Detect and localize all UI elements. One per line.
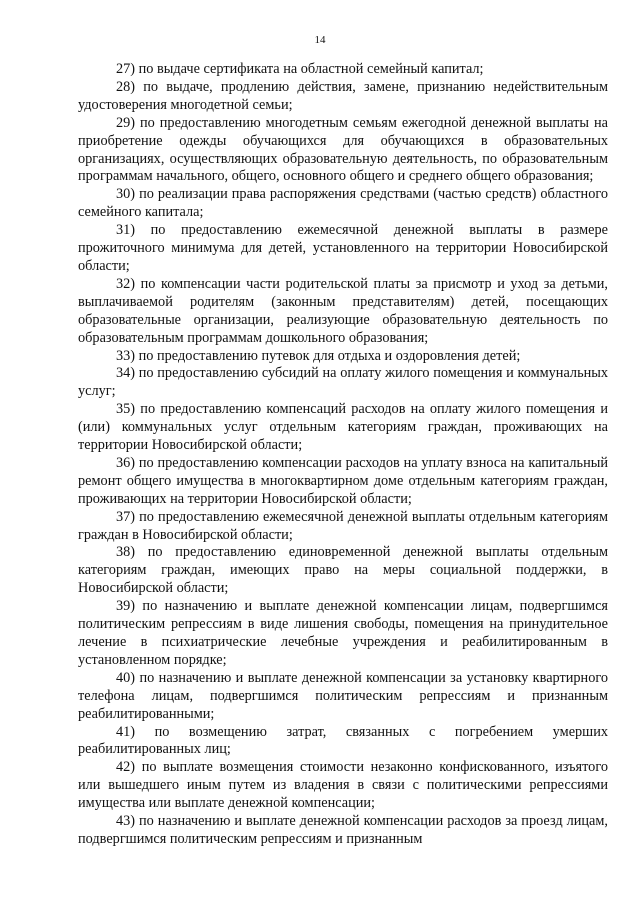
list-item-35: 35) по предоставлению компенсаций расходов на оплату жилого помещения и (или) коммунальных услуг отдельным категориям граждан, проживающих на территории Новосибирской области;: [78, 401, 608, 454]
list-item-42: 42) по выплате возмещения стоимости незаконно конфискованного, изъятого или вышедшего иным путем из владения в связи с политическими репрессиями имущества или выплате денежной компенсации;: [78, 759, 608, 812]
list-item-27: 27) по выдаче сертификата на областной семейный капитал;: [116, 61, 484, 77]
list-item-33: 33) по предоставлению путевок для отдыха и оздоровления детей;: [116, 347, 521, 364]
list-item-29: 29) по предоставлению многодетным семьям ежегодной денежной выплаты на приобретение одежды обучающихся для обучающихся в образовательных организациях, осуществляющих образовательную деятельность, по образовательным программам начального, общего, основного общего и среднего общего образования;: [78, 114, 608, 185]
list-item-30: 30) по реализации права распоряжения средствами (частью средств) областного семейного капитала;: [78, 186, 608, 221]
list-item-38: 38) по предоставлению единовременной денежной выплаты отдельным категориям граждан, имеющих право на меры социальной поддержки, в Новосибирской области;: [78, 544, 608, 597]
body-text: [78, 61, 608, 849]
list-item-40: 40) по назначению и выплате денежной компенсации за установку квартирного телефона лицам, подвергшимся политическим репрессиям и признанным реабилитированными;: [78, 669, 608, 722]
list-item-43: 43) по назначению и выплате денежной компенсации расходов за проезд лицам, подвергшимся политическим репрессиям и признанным: [78, 813, 608, 847]
list-item-34: 34) по предоставлению субсидий на оплату жилого помещения и коммунальных услуг;: [78, 365, 608, 400]
list-item-41: 41) по возмещению затрат, связанных с погребением умерших реабилитированных лиц;: [78, 723, 608, 758]
list-item-28: 28) по выдаче, продлению действия, замене, признанию недействительным удостоверения многодетной семьи;: [78, 78, 608, 113]
list-item-37: 37) по предоставлению ежемесячной денежной выплаты отдельным категориям граждан в Новосибирской области;: [78, 508, 608, 543]
page-number: 14: [314, 34, 326, 46]
list-item-32: 32) по компенсации части родительской платы за присмотр и уход за детьми, выплачиваемой родителям (законным представителям) детей, посещающих образовательные организации, реализующие образовательную деятельность по образовательным программам дошкольного образования;: [78, 275, 608, 346]
list-item-31: 31) по предоставлению ежемесячной денежной выплаты в размере прожиточного минимума для детей, установленного на территории Новосибирской области;: [78, 222, 608, 274]
list-item-39: 39) по назначению и выплате денежной компенсации лицам, подвергшимся политическим репрессиям в виде лишения свободы, помещения на принудительное лечение в психиатрические лечебные учреждения и реабилитированным в установленном порядке;: [78, 598, 608, 668]
list-item-36: 36) по предоставлению компенсации расходов на уплату взноса на капитальный ремонт общего имущества в многоквартирном доме отдельным категориям граждан, проживающих на территории Новосибирской области;: [78, 454, 608, 507]
